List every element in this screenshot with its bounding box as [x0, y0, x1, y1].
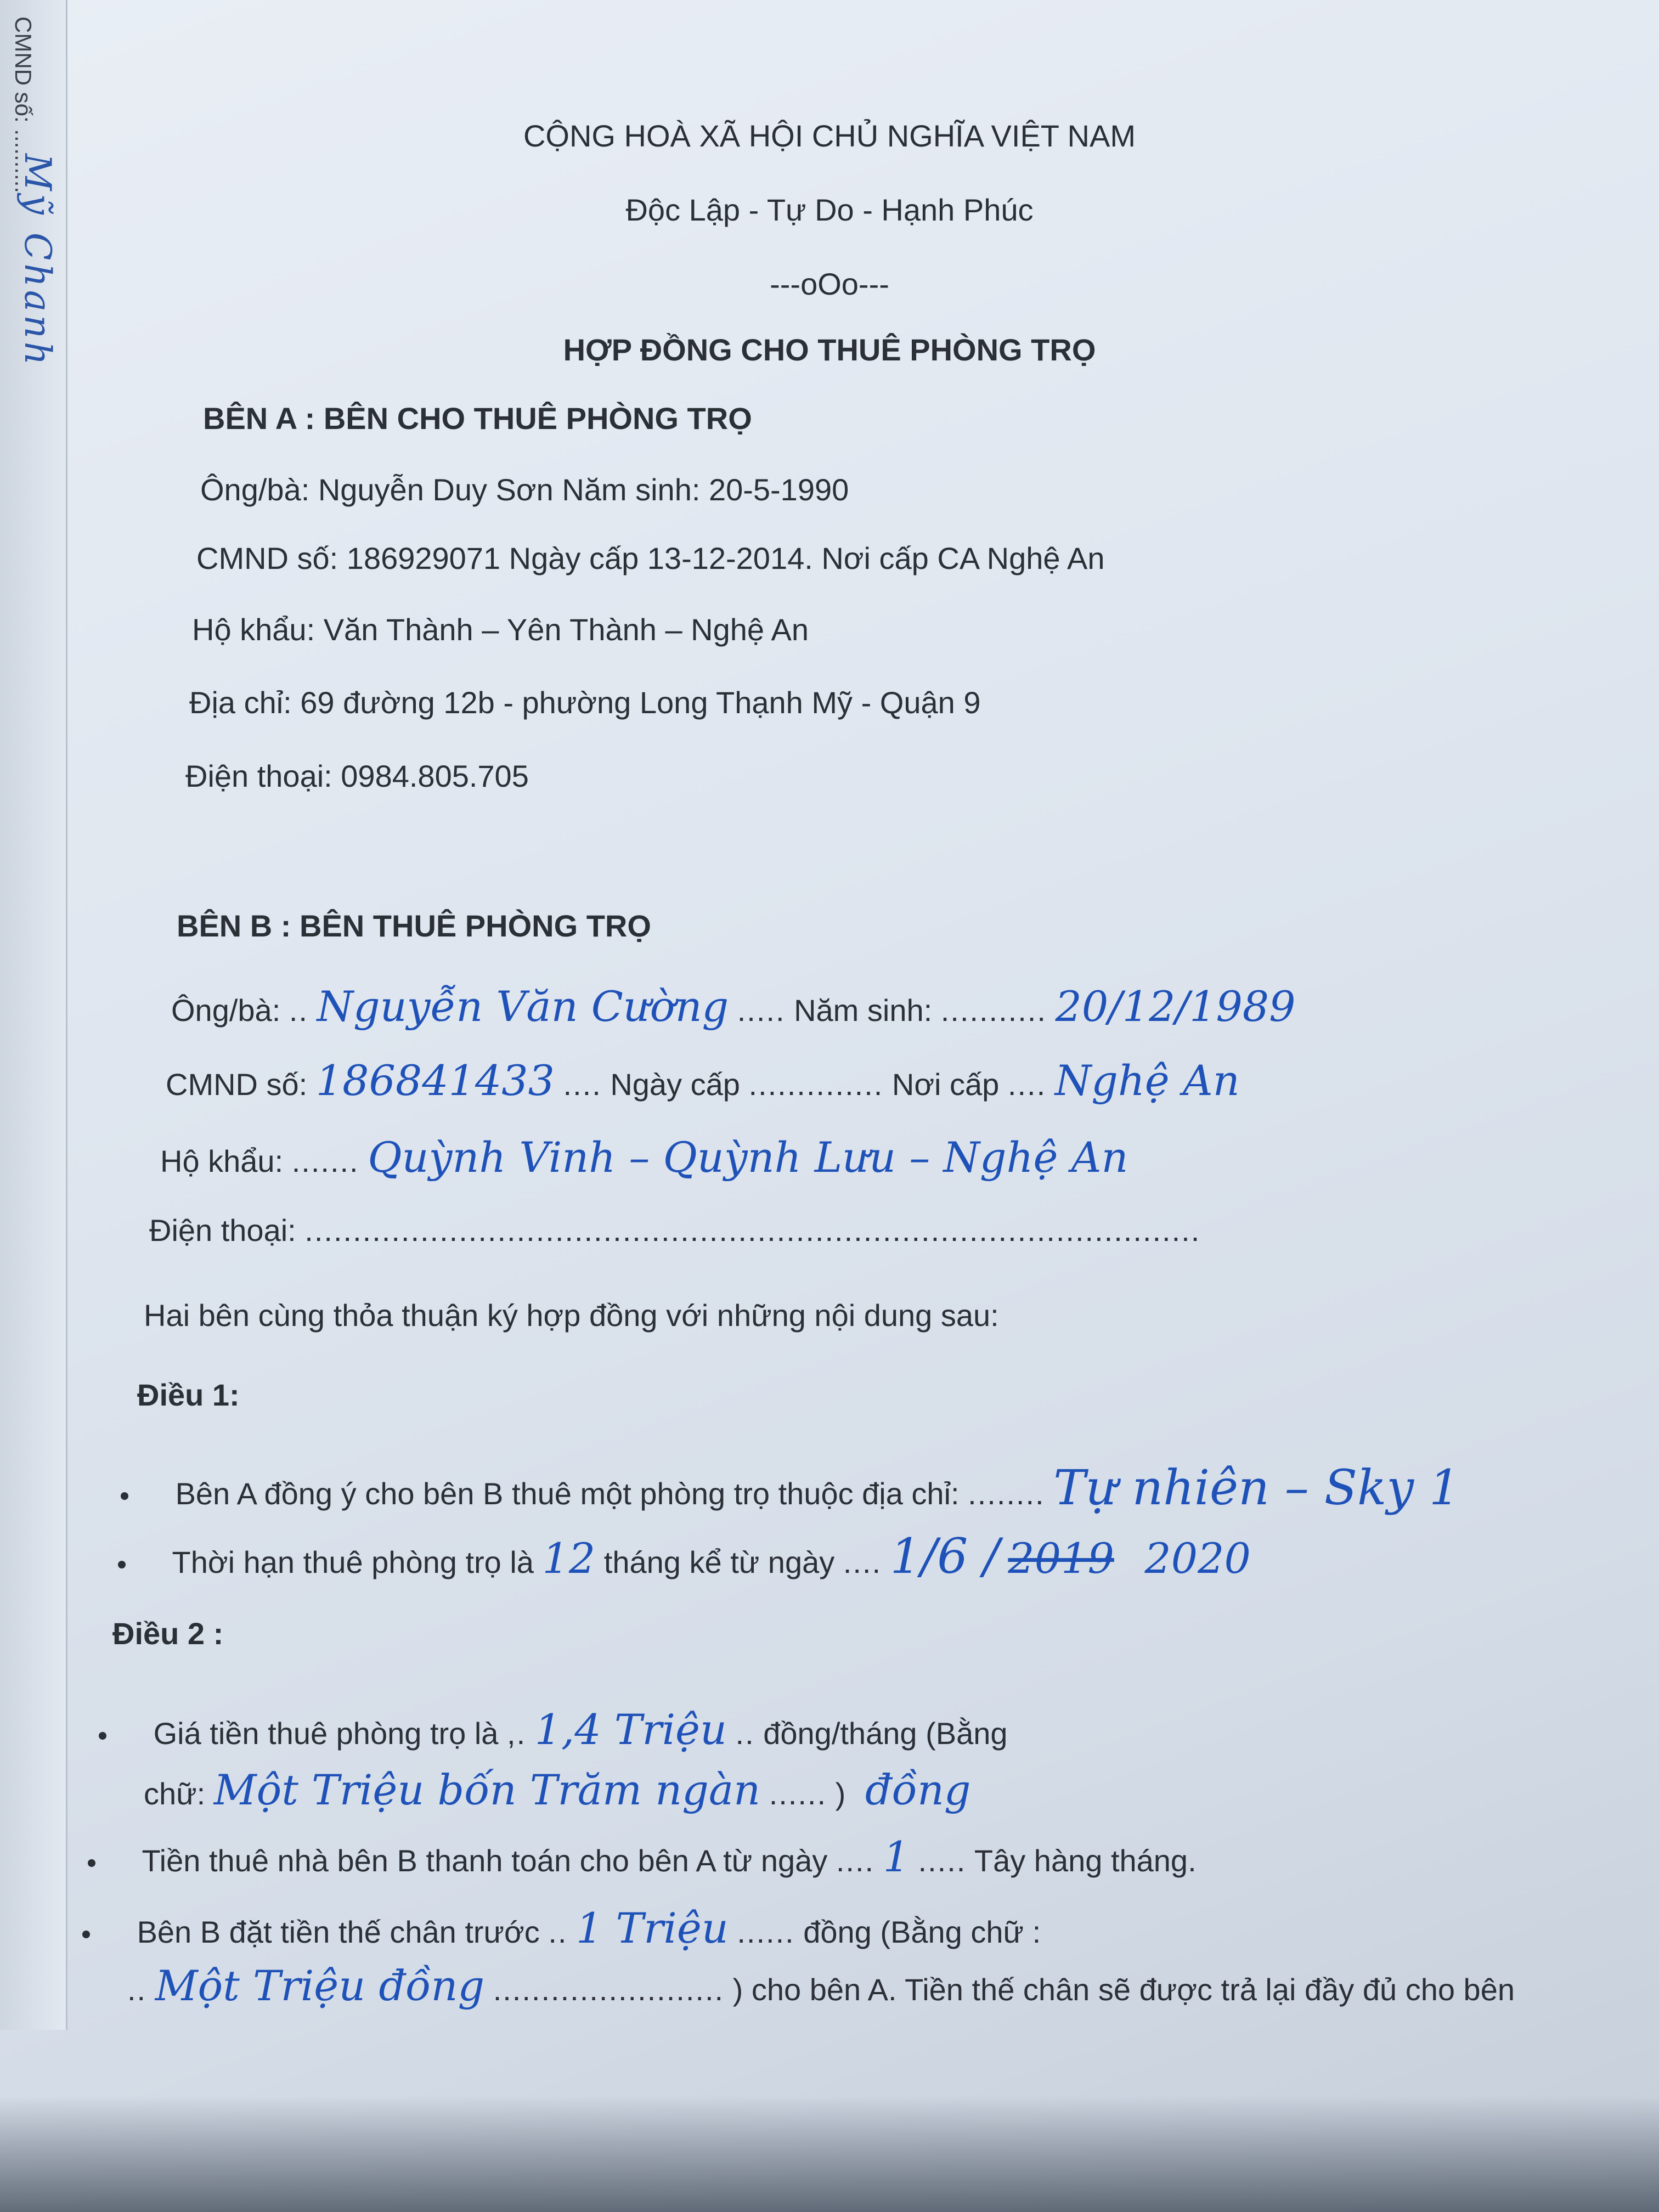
payment-day-unit: Tây hàng tháng. [974, 1843, 1197, 1878]
dots: ..... [918, 1843, 967, 1878]
party-b-id-label: CMND số: [166, 1067, 308, 1102]
lease-term-months: 12 [542, 1534, 596, 1583]
party-b-phone-label: Điện thoại: [149, 1213, 296, 1248]
party-b-issue-place-label: Nơi cấp [891, 1067, 1000, 1102]
party-b-name-row [171, 982, 1296, 1031]
party-b-birth-value: 20/12/1989 [1055, 982, 1296, 1031]
article-2-item-2 [88, 1832, 1197, 1881]
dots: .... [843, 1545, 882, 1579]
party-b-issue-date-label: Ngày cấp [610, 1067, 740, 1102]
party-b-id-value: 186841433 [315, 1056, 555, 1105]
dots: .. [289, 993, 308, 1028]
article-1-item-2 [118, 1528, 1251, 1584]
bullet [121, 1492, 128, 1500]
document-title: HỢP ĐỒNG CHO THUÊ PHÒNG TRỌ [563, 332, 1096, 367]
dots: ............................................................................................. [304, 1213, 1201, 1248]
payment-day-text: Tiền thuê nhà bên B thanh toán cho bên A từ ngày [142, 1843, 828, 1878]
party-a-household: Hộ khẩu: Văn Thành – Yên Thành – Nghệ An [192, 612, 809, 647]
party-b-name-label: Ông/bà: [171, 993, 281, 1028]
rent-price-words: Một Triệu bốn Trăm ngàn [213, 1765, 761, 1814]
rent-price-amount: 1,4 Triệu [534, 1705, 727, 1754]
lease-start-struck-year: 2019 [1008, 1534, 1114, 1583]
photo-bottom-shadow [0, 2096, 1659, 2212]
article-1-heading: Điều 1: [137, 1378, 240, 1412]
bullet [88, 1859, 95, 1867]
payment-day-value: 1 [883, 1832, 910, 1881]
party-b-issue-place-value: Nghệ An [1054, 1056, 1240, 1105]
rent-words-label: chữ: [144, 1776, 206, 1811]
rent-price-text: Giá tiền thuê phòng trọ là [153, 1716, 499, 1751]
strip-id-label: CMND số: .......... [10, 16, 36, 194]
bullet [82, 1931, 90, 1938]
dots: ........... [940, 993, 1047, 1028]
party-b-id-row [166, 1056, 1240, 1105]
party-b-household-value: Quỳnh Vinh – Quỳnh Lưu – Nghệ An [368, 1133, 1128, 1182]
agreement-intro: Hai bên cùng thỏa thuận ký hợp đồng với những nội dung sau: [144, 1298, 999, 1333]
party-b-phone-row [149, 1212, 1200, 1248]
party-a-address: Địa chỉ: 69 đường 12b - phường Long Thạnh Mỹ - Quận 9 [189, 685, 981, 720]
article-1-item-1 [121, 1459, 1460, 1516]
party-b-household-label: Hộ khẩu: [160, 1144, 284, 1178]
bullet [118, 1561, 126, 1568]
rent-words-close: ) [835, 1776, 846, 1811]
lease-term-text: Thời hạn thuê phòng trọ là [172, 1545, 534, 1579]
divider: ---oOo--- [770, 267, 889, 301]
dots: ..... [737, 993, 786, 1028]
party-b-name-value: Nguyễn Văn Cường [317, 982, 729, 1031]
lease-start-year: 2020 [1144, 1534, 1251, 1583]
party-a-heading: BÊN A : BÊN CHO THUÊ PHÒNG TRỌ [203, 401, 752, 436]
party-a-id: CMND số: 186929071 Ngày cấp 13-12-2014. Nơi cấp CA Nghệ An [196, 541, 1105, 575]
article-1-item-1-text: Bên A đồng ý cho bên B thuê một phòng trọ thuộc địa chỉ: [175, 1476, 960, 1511]
dots: .... [836, 1843, 875, 1878]
dots: ........................ [493, 1972, 725, 2007]
rental-address-value: Tự nhiên – Sky 1 [1053, 1459, 1460, 1516]
deposit-unit: đồng (Bằng chữ : [803, 1915, 1041, 1949]
deposit-return-text: ) cho bên A. Tiền thế chân sẽ được trả lại đầy đủ cho bên [732, 1972, 1515, 2007]
dots: .... [1007, 1067, 1047, 1102]
deposit-text: Bên B đặt tiền thế chân trước [137, 1915, 540, 1949]
dots: .... [563, 1067, 602, 1102]
lease-start-date: 1/6 / [890, 1528, 1000, 1584]
lease-start-text: tháng kể từ ngày [603, 1545, 835, 1579]
deposit-words-row [127, 1961, 1515, 2010]
dots: ........ [968, 1476, 1045, 1511]
rent-words-tail: đồng [865, 1765, 971, 1814]
dots: .. [127, 1972, 147, 2007]
article-2-heading: Điều 2 : [112, 1616, 224, 1651]
deposit-amount: 1 Triệu [576, 1904, 729, 1953]
rent-price-words-row [144, 1765, 971, 1814]
dots: ...... [769, 1776, 827, 1811]
party-b-heading: BÊN B : BÊN THUÊ PHÒNG TRỌ [177, 909, 651, 943]
dots: ...... [737, 1915, 795, 1949]
dots: .. [548, 1915, 568, 1949]
underlying-page-strip [0, 0, 67, 2030]
dots: ....... [291, 1144, 359, 1178]
dots: .. [735, 1716, 755, 1751]
bullet [99, 1732, 106, 1740]
party-b-birth-label: Năm sinh: [794, 993, 933, 1028]
rent-price-unit: đồng/tháng (Bằng [763, 1716, 1008, 1751]
dots: ,. [507, 1716, 527, 1751]
party-b-household-row [160, 1133, 1128, 1182]
article-2-item-1 [99, 1705, 1008, 1754]
motto: Độc Lập - Tự Do - Hạnh Phúc [625, 193, 1034, 227]
strip-handwriting: Mỹ Chanh [16, 154, 59, 369]
article-2-item-3 [82, 1904, 1041, 1953]
country-header: CỘNG HOÀ XÃ HỘI CHỦ NGHĨA VIỆT NAM [523, 119, 1136, 153]
dots: .............. [748, 1067, 884, 1102]
party-a-name: Ông/bà: Nguyễn Duy Sơn Năm sinh: 20-5-1990 [200, 472, 849, 507]
deposit-words: Một Triệu đồng [155, 1961, 485, 2010]
party-a-phone: Điện thoại: 0984.805.705 [185, 759, 529, 793]
